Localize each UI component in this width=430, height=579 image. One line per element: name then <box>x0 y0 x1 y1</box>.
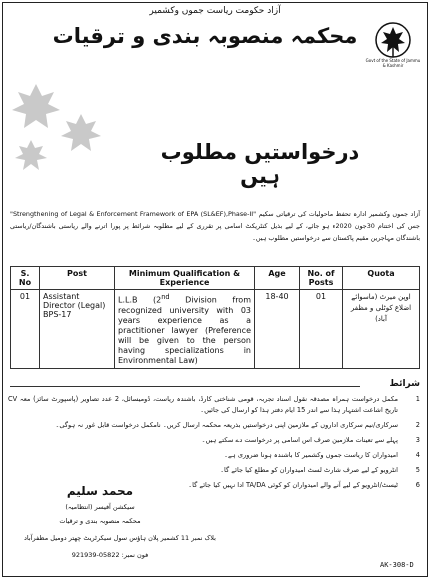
condition-item <box>8 435 420 446</box>
condition-text: انٹرویو کے لیے صرف شارٹ لسٹ امیدواران کو مطلع کیا جائے گا۔ <box>220 466 398 474</box>
emblem-caption: Govt of the State of Jammu & Kashmir <box>365 58 421 68</box>
cell-sno: 01 <box>11 290 40 369</box>
conditions-heading: شرائط <box>389 379 420 389</box>
table-header-row <box>11 267 420 290</box>
col-header-age: Age <box>255 267 300 290</box>
col-header-posts: No. of Posts <box>300 267 343 290</box>
qualification-text-b: Division from recognized university with 03 years experience as a practitioner lawyer (Preference will be given to the person having specializations in Environmental Law) <box>118 295 251 365</box>
condition-text: ٹیسٹ/انٹرویو کے لیے آنے والے امیدواران کو کوئی TA/DA ادا نہیں کیا جائے گا۔ <box>188 481 398 489</box>
condition-number: 2 <box>415 421 420 429</box>
condition-number: 6 <box>415 481 420 489</box>
condition-item <box>8 450 420 461</box>
cell-posts: 01 <box>300 290 343 369</box>
signatory-office: محکمہ منصوبہ بندی و ترقیات <box>59 517 141 525</box>
condition-number: 3 <box>415 436 420 444</box>
condition-item <box>8 465 420 476</box>
intro-paragraph: آزاد جموں وکشمیر ادارہ تحفظ ماحولیات کی ترقیاتی سکیم "Strengthening of Legal & Enforcement Framework of EPA (SL&EF),Phase-II" جس کی اختتام 30جون 2020ء ہو جائے، کے لیے بذیل کنٹریکٹ اسامی پر تقرری کے لیے مطلوبہ شرائط پر پورا اترنے والے ریاستی باشندگان/ریاستی باشندگان مہاجرین مقیم پاکستان سے درخواستیں مطلوب ہیں۔ <box>10 210 420 242</box>
condition-text: امیدواران کا ریاست جموں وکشمیر کا باشندہ ہونا ضروری ہے۔ <box>224 451 398 459</box>
vacancy-heading: درخواستیں مطلوب ہیں <box>160 140 360 188</box>
signatory-address: بلاک نمبر 11 کشمیر پلان ہاؤس سول سیکرٹریٹ چھتر دومیل مظفرآباد <box>24 534 216 542</box>
condition-number: 1 <box>415 395 420 403</box>
table-row <box>11 290 420 369</box>
col-header-sno: S. No <box>11 267 40 290</box>
ad-code: AK-308-D <box>380 561 414 569</box>
condition-item <box>8 394 420 416</box>
cell-age: 18-40 <box>255 290 300 369</box>
qualification-superscript: nd <box>161 293 170 301</box>
cell-quota: اوپن میرٹ (ماسوائے اضلاع کوٹلی و مظفر آباد) <box>343 290 420 369</box>
conditions-rule <box>10 386 360 387</box>
col-header-quota: Quota <box>343 267 420 290</box>
cell-post: Assistant Director (Legal) BPS-17 <box>40 290 115 369</box>
condition-text: مکمل درخواست ہمراہ مصدقہ نقول اسناد تجربہ، قومی شناختی کارڈ، باشندہ ریاست، ڈومیسائل، 2 عدد تصاویر (پاسپورٹ سائز) معہ CV تاریخ اشاعت اشتہار ہذا سے اندر 15 ایام دفتر ہذا کو ارسال کی جائیں۔ <box>8 395 399 414</box>
chinar-leaves-icon <box>6 74 116 184</box>
signatory-phone: فون نمبر: 05822-921939 <box>71 551 149 559</box>
cell-qualification <box>115 290 255 369</box>
qualification-text-a: L.L.B (2 <box>118 295 162 305</box>
condition-text: سرکاری/نیم سرکاری اداروں کے ملازمین اپنی درخواستیں بذریعہ محکمہ ارسال کریں۔ نامکمل درخواست قابل غور نہ ہوگی۔ <box>55 421 398 429</box>
signatory-designation: سیکشن آفیسر (انتظامیہ) <box>65 503 135 511</box>
government-title: آزاد حکومت ریاست جموں وکشمیر <box>149 6 281 16</box>
conditions-list <box>8 394 420 495</box>
condition-number: 4 <box>415 451 420 459</box>
condition-number: 5 <box>415 466 420 474</box>
vacancy-table <box>10 266 420 369</box>
col-header-post: Post <box>40 267 115 290</box>
condition-text: پہلے سے تعینات ملازمین صرف اس اسامی پر درخواست دے سکتے ہیں۔ <box>201 436 398 444</box>
signatory-name: محمد سلیم <box>66 484 134 498</box>
condition-item <box>8 420 420 431</box>
col-header-qualification: Minimum Qualification & Experience <box>115 267 255 290</box>
department-title: محکمہ منصوبہ بندی و ترقیات <box>52 24 358 48</box>
